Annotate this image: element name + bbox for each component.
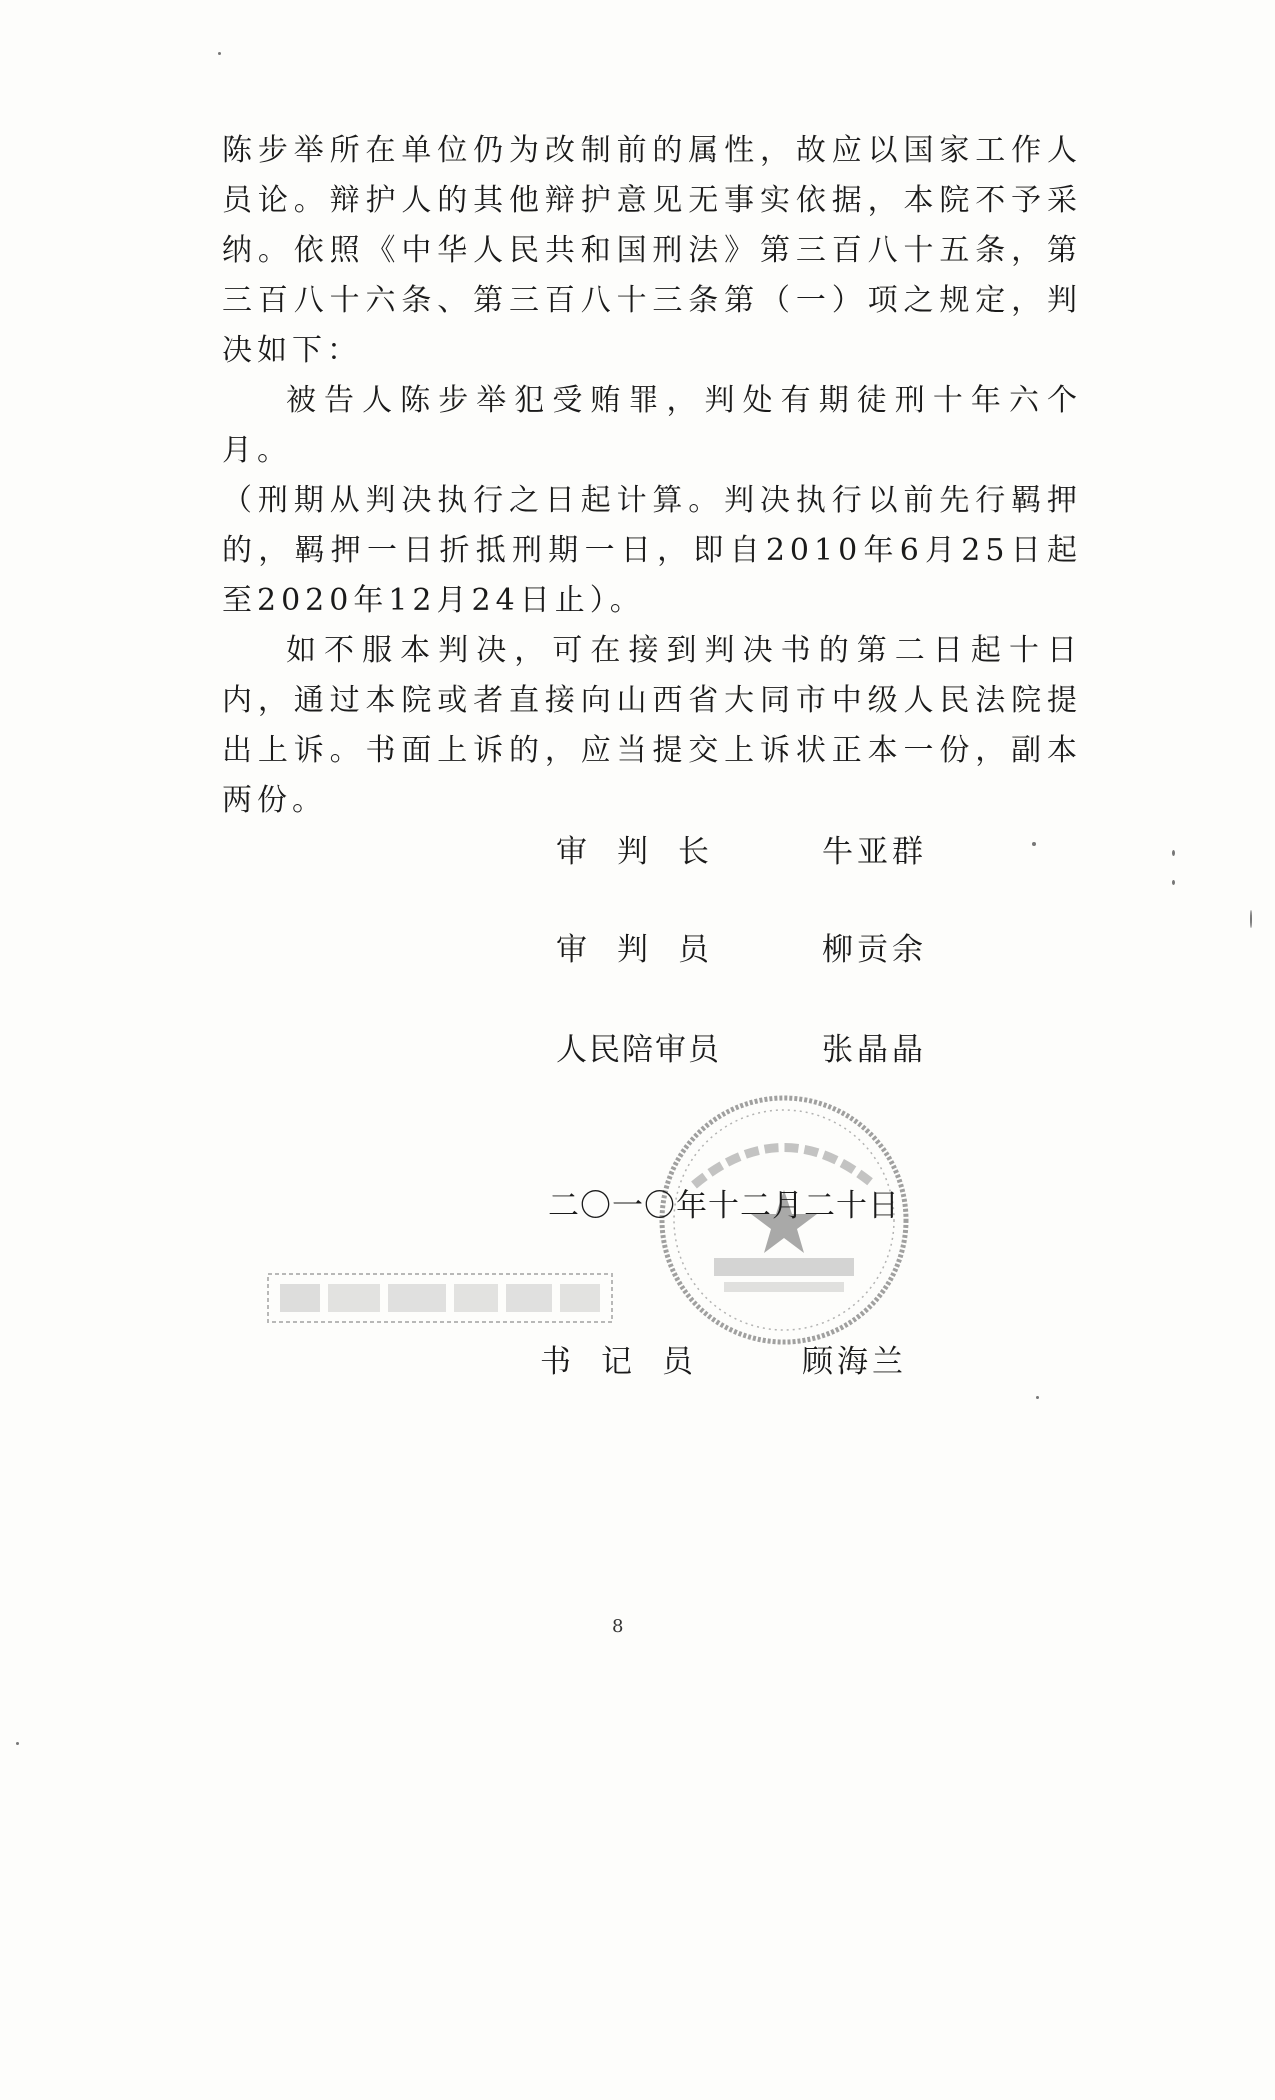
scan-speck [1250, 910, 1252, 928]
paragraph-appeal-notice: 如不服本判决，可在接到判决书的第二日起十日内，通过本院或者直接向山西省大同市中级人民法院提出上诉。书面上诉的，应当提交上诉状正本一份，副本两份。 [222, 633, 1082, 818]
scan-speck [1172, 850, 1175, 856]
scan-speck [1036, 1396, 1039, 1399]
signature-role: 书记员 [540, 1344, 723, 1380]
scan-speck [1172, 880, 1175, 885]
page-number: 8 [612, 1616, 624, 1637]
signature-name: 张晶晶 [822, 1032, 927, 1068]
signature-role: 审判员 [556, 932, 739, 968]
scan-speck [16, 1742, 19, 1745]
paragraph-sentence-term: （刑期从判决执行之日起计算。判决执行以前先行羁押的，羁押一日折抵刑期一日，即自2010年6月25日起至2020年12月24日止）。 [222, 483, 1082, 618]
paragraph-reasoning: 陈步举所在单位仍为改制前的属性，故应以国家工作人员论。辩护人的其他辩护意见无事实依据，本院不予采纳。依照《中华人民共和国刑法》第三百八十五条，第三百八十六条、第三百八十三条第（一）项之规定，判决如下： [222, 133, 1082, 368]
signature-role: 审判长 [556, 834, 739, 870]
judgment-body [222, 126, 1082, 826]
copy-stamp [266, 1272, 614, 1324]
signature-role: 人民陪审员 [556, 1032, 721, 1068]
scan-speck [218, 52, 221, 55]
signature-name: 顾海兰 [802, 1344, 907, 1380]
signature-name: 柳贡余 [822, 932, 927, 968]
scan-speck [1032, 842, 1036, 846]
paragraph-verdict: 被告人陈步举犯受贿罪，判处有期徒刑十年六个月。 [222, 383, 1082, 468]
judgment-date: 二〇一〇年十二月二十日 [548, 1188, 900, 1224]
signature-name: 牛亚群 [822, 834, 927, 870]
